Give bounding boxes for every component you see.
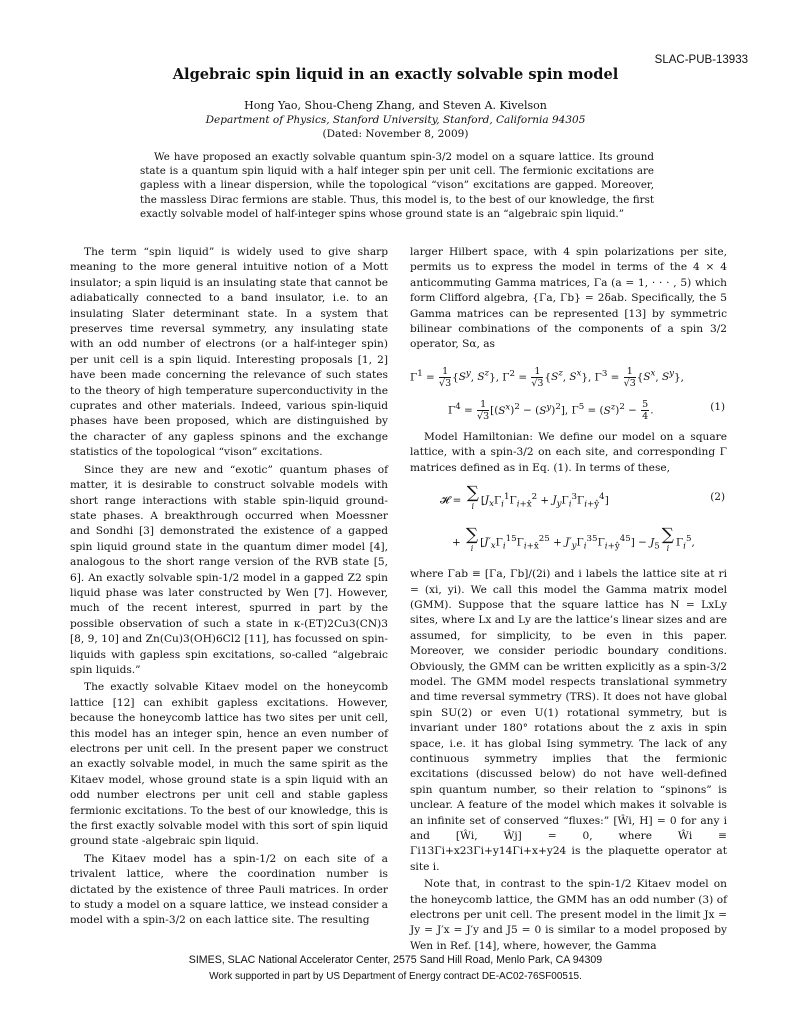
equation-2-number: (2) — [710, 491, 725, 503]
intro-paragraph-2: Since they are new and “exotic” quantum phases of matter, it is desirable to construct solvable models with short range interactions with stable spin-liquid ground-state phases. A breakthrough occurred when Moessner and Sondhi [3] demonstrated the existence of a gapped spin liquid ground state in the quantum dimer model [4], analogous to the short range version of the RVB state [5, 6]. An exactly solvable spin-1/2 model in a gapped Z2 spin liquid phase was later constructed by Wen [7]. However, much of the recent interest, spurred in part by the possible observation of such a state in κ-(ET)2Cu3(CN)3 [8, 9, 10] and Zn(Cu)3(OH)6Cl2 [11], has focussed on spin-liquids with gapless spin excitations, so-called “algebraic spin liquids.” — [70, 463, 388, 676]
paper-title: Algebraic spin liquid in an exactly solvable spin model — [172, 66, 619, 83]
report-number: SLAC-PUB-13933 — [654, 54, 748, 66]
right-column — [410, 245, 727, 954]
equation-2: 𝓗 = ∑ i $[J_x\Gamma_i^1\Gamma_{i+x̂}^2 + J_y\Gamma_i^3\Gamma_{i+ŷ}^4]$ (2) + ∑ i $[J'_x\Gamma_i^{15}\Gamma_{i+x̂}^{25} + J'_y\Gamma_i^{35}\Gamma_{i+ŷ}^{45}] - J_5$ ∑ i $\Gamma_i^5$, — [410, 480, 727, 563]
footer-funding: Work supported in part by US Department of Energy contract DE-AC02-76SF00515. — [209, 971, 582, 982]
intro-paragraph-1: The term “spin liquid” is widely used to give sharp meaning to the more general intuitive notion of a Mott insulator; a spin liquid is an insulating state that cannot be adiabatically connected to a band insulator, i.e. to an insulating Slater determinant state. In a system that preserves time reversal symmetry, any insulating state with an odd number of electrons (or a half-integer spin) per unit cell is a spin liquid. Interesting proposals [1, 2] have been made concerning the relevance of such states to the theory of high temperature superconductivity in the cuprates and other materials. Indeed, various spin-liquid phases have been proposed, which are distinguished by the character of any gapless spinons and the exchange statistics of the topological “vison” excitations. — [70, 246, 388, 459]
abstract: We have proposed an exactly solvable quantum spin-3/2 model on a square lattice. Its ground state is a quantum spin liquid with a half integer spin per unit cell. The fermionic excitations are gapless with a linear dispersion, while the topological “vison” excitations are gapped. Moreover, the massless Dirac fermions are stable. Thus, this model is, to the best of our knowledge, the first exactly solvable model of half-integer spins whose ground state is an “algebraic spin liquid.” — [140, 151, 654, 220]
body-paragraph-1: larger Hilbert space, with 4 spin polarizations per site, permits us to express the model in terms of the 4 × 4 anticommuting Gamma matrices, Γa (a = 1, · · · , 5) which form Clifford algebra, {Γa, Γb} = 2δab. Specifically, the 5 Gamma matrices can be represented [13] by symmetric bilinear combinations of the components of a spin 3/2 operator, Sα, as — [410, 246, 727, 351]
footer-address: SIMES, SLAC National Accelerator Center, 2575 Sand Hill Road, Menlo Park, CA 94309 — [188, 954, 603, 966]
body-paragraph-3: where Γab ≡ [Γa, Γb]/(2i) and i labels the lattice site at ri = (xi, yi). We call this model the Gamma matrix model (GMM). Suppose that the square lattice has N = LxLy sites, where Lx and Ly are the lattice’s linear sizes and are assumed, for simplicity, to be even in this paper. Moreover, we consider periodic boundary conditions. Obviously, the GMM can be written explicitly as a spin-3/2 model. The GMM model respects translational symmetry and time reversal symmetry (TRS). It does not have global spin SU(2) or even U(1) rotational symmetry, but is invariant under 180° rotations about the z axis in spin space, i.e. it has global Ising symmetry. The lack of any continuous symmetry implies that the fermionic excitations (discussed below) do not have well-defined spin quantum number, so their relation to “spinons” is unclear. A feature of the model which makes it solvable is an infinite set of conserved “fluxes:” [Ŵi, H] = 0 for any i and [Ŵi, Ŵj] = 0, where Ŵi ≡ Γi13Γi+x23Γi+y14Γi+x+y24 is the plaquette operator at site i. — [410, 568, 727, 873]
equation-1: $\Gamma^1$ = $\frac{1}{√3}$ {$S^y$, $S^z$}, $\Gamma^2$ = $\frac{1}{√3}$ {$S^z$, $S^x$}, $\Gamma^3$ = $\frac{1}{√3}$ {$S^x$, $S^y$}, $\Gamma^4$ = $\frac{1}{√3}$ $[(S^x)^2 - (S^y)^2]$, $\Gamma^5 = (S^z)^2$ − $\frac{5}{4}$ . (1) — [410, 365, 725, 423]
left-column — [70, 245, 388, 929]
intro-paragraph-3: The exactly solvable Kitaev model on the honeycomb lattice [12] can exhibit gapless excitations. However, because the honeycomb lattice has two sites per unit cell, this model has an integer spin, hence an even number of electrons per unit cell. In the present paper we construct an exactly solvable model, in much the same spirit as the Kitaev model, whose ground state is a spin liquid with an odd number electrons per unit cell and stable gapless fermionic excitations. To the best of our knowledge, this is the first exactly solvable model with this sort of spin liquid ground state -algebraic spin liquid. — [70, 681, 388, 848]
date-line: (Dated: November 8, 2009) — [322, 128, 469, 140]
author-list: Hong Yao, Shou-Cheng Zhang, and Steven A. Kivelson — [244, 99, 547, 112]
equation-1-number: (1) — [710, 401, 725, 414]
body-paragraph-4: Note that, in contrast to the spin-1/2 Kitaev model on the honeycomb lattice, the GMM has an odd number (3) of electrons per unit cell. The present model in the limit Jx = Jy = J′x = J′y and J5 = 0 is similar to a model proposed by Wen in Ref. [14], where, however, the Gamma — [410, 878, 727, 952]
intro-paragraph-4: The Kitaev model has a spin-1/2 on each site of a trivalent lattice, where the coordination number is dictated by the existence of three Pauli matrices. In order to study a model on a square lattice, we instead consider a model with a spin-3/2 on each lattice site. The resulting — [70, 852, 388, 927]
body-paragraph-2: Model Hamiltonian: We define our model on a square lattice, with a spin-3/2 on each site, and corresponding Γ matrices defined as in Eq. (1). In terms of these, — [410, 430, 727, 474]
affiliation: Department of Physics, Stanford University, Stanford, California 94305 — [205, 114, 586, 126]
